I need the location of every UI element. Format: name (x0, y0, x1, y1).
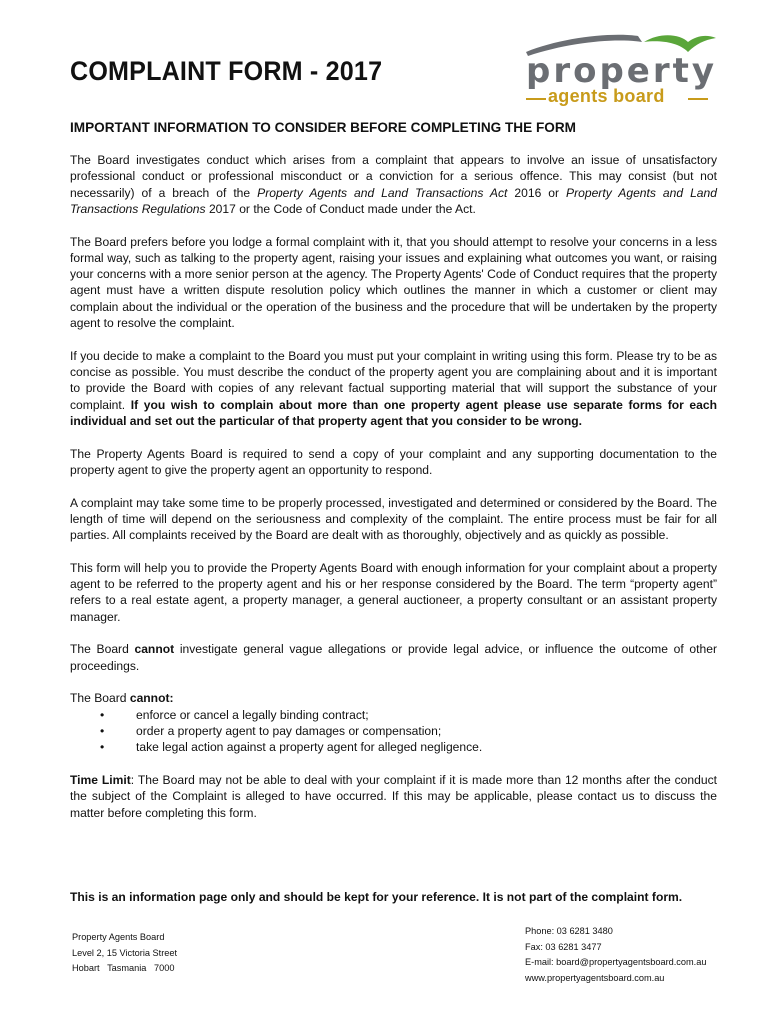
property-agents-board-logo (520, 28, 720, 108)
list-item: • enforce or cancel a legally binding contract; (100, 707, 369, 722)
paragraph-time: A complaint may take some time to be properly processed, investigated and determined or considered by the Board. The length of time will depend on the seriousness and complexity of the complaint. The entire process must be fair for all parties. All complaints received by the Board are dealt with as thoroughly, objectively and as quickly as possible. (70, 495, 717, 543)
contact-phone: Phone: 03 6281 3480 (525, 926, 613, 936)
logo-word-property: property (526, 51, 718, 91)
postal-address (72, 930, 177, 977)
page-title: COMPLAINT FORM - 2017 (70, 56, 383, 86)
list-item: • order a property agent to pay damages or compensation; (100, 724, 442, 739)
address-line: Property Agents Board (72, 932, 165, 942)
cannot-list-block (70, 690, 717, 755)
contact-email[interactable]: E-mail: board@propertyagentsboard.com.au (525, 957, 707, 967)
list-item: • take legal action against a property agent for alleged negligence. (100, 740, 483, 755)
paragraph-time-limit: Time Limit: The Board may not be able to deal with your complaint if it is made more than 12 months after the conduct the subject of the Complaint is alleged to have occurred. If this may be applicable, please contact us to discuss the matter before completing this form. (70, 773, 717, 820)
paragraph-prefers: The Board prefers before you lodge a formal complaint with it, that you should attempt to resolve your concerns in a less formal way, such as talking to the property agent, raising your issues and explaining what outcomes you want, or raising your concerns with a more senior person at the agency. The Property Agents' Code of Conduct requires that the property agent must have a written dispute resolution policy which outlines the manner in which a customer or client may complain about the individual or the operation of the business and the procedure that will be undertaken by the property agent to resolve the complaint. (70, 234, 717, 331)
cannot-list-intro: The Board cannot: (70, 691, 174, 706)
information-notice: This is an information page only and should be kept for your reference. It is not part of the complaint form. (70, 890, 683, 904)
logo-dash-right (688, 98, 708, 100)
bullet-icon: • (100, 707, 105, 722)
bullet-icon: • (100, 740, 105, 755)
address-line: Hobart Tasmania 7000 (72, 963, 175, 973)
section-heading: IMPORTANT INFORMATION TO CONSIDER BEFORE COMPLETING THE FORM (70, 120, 576, 135)
paragraph-cannot: The Board cannot investigate general vague allegations or provide legal advice, or influence the outcome of other proceedings. (70, 642, 717, 673)
document-body (70, 152, 717, 837)
paragraph-decide: If you decide to make a complaint to the Board you must put your complaint in writing using this form. Please try to be as concise as possible. You must describe the conduct of the property agent you are complaining about and it is important to provide the Board with copies of any relevant factual supporting material that will support the substance of your complaint. If you wish to complain about more than one property agent please use separate forms for each individual and set out the particular of that property agent that you consider to be wrong. (70, 348, 718, 428)
contact-fax: Fax: 03 6281 3477 (525, 941, 602, 952)
logo-dash-left (526, 98, 546, 100)
paragraph-investigates: The Board investigates conduct which arises from a complaint that appears to involve an issue of unsatisfactory professional conduct or professional misconduct or a conviction for a serious offence. This may consist (but not necessarily) of a breach of the Property Agents and Land Transactions Act 2016 or Property Agents and Land Transactions Regulations 2017 or the Code of Conduct made under the Act. (70, 153, 717, 216)
cannot-list (70, 707, 717, 756)
contact-website[interactable]: www.propertyagentsboard.com.au (525, 972, 665, 983)
bullet-icon: • (100, 724, 105, 739)
logo-word-agents-board: agents board (548, 86, 665, 106)
paragraph-form-help: This form will help you to provide the Property Agents Board with enough information for your complaint about a property agent to be referred to the property agent and his or her response considered by the Board. The term “property agent” refers to a real estate agent, a property manager, a general auctioneer, a property consultant or an assistant property manager. (70, 560, 717, 624)
address-line: Level 2, 15 Victoria Street (72, 947, 178, 958)
contact-details (525, 924, 706, 986)
paragraph-send-copy: The Property Agents Board is required to send a copy of your complaint and any supporting documentation to the property agent to give the property agent an opportunity to respond. (70, 446, 717, 477)
